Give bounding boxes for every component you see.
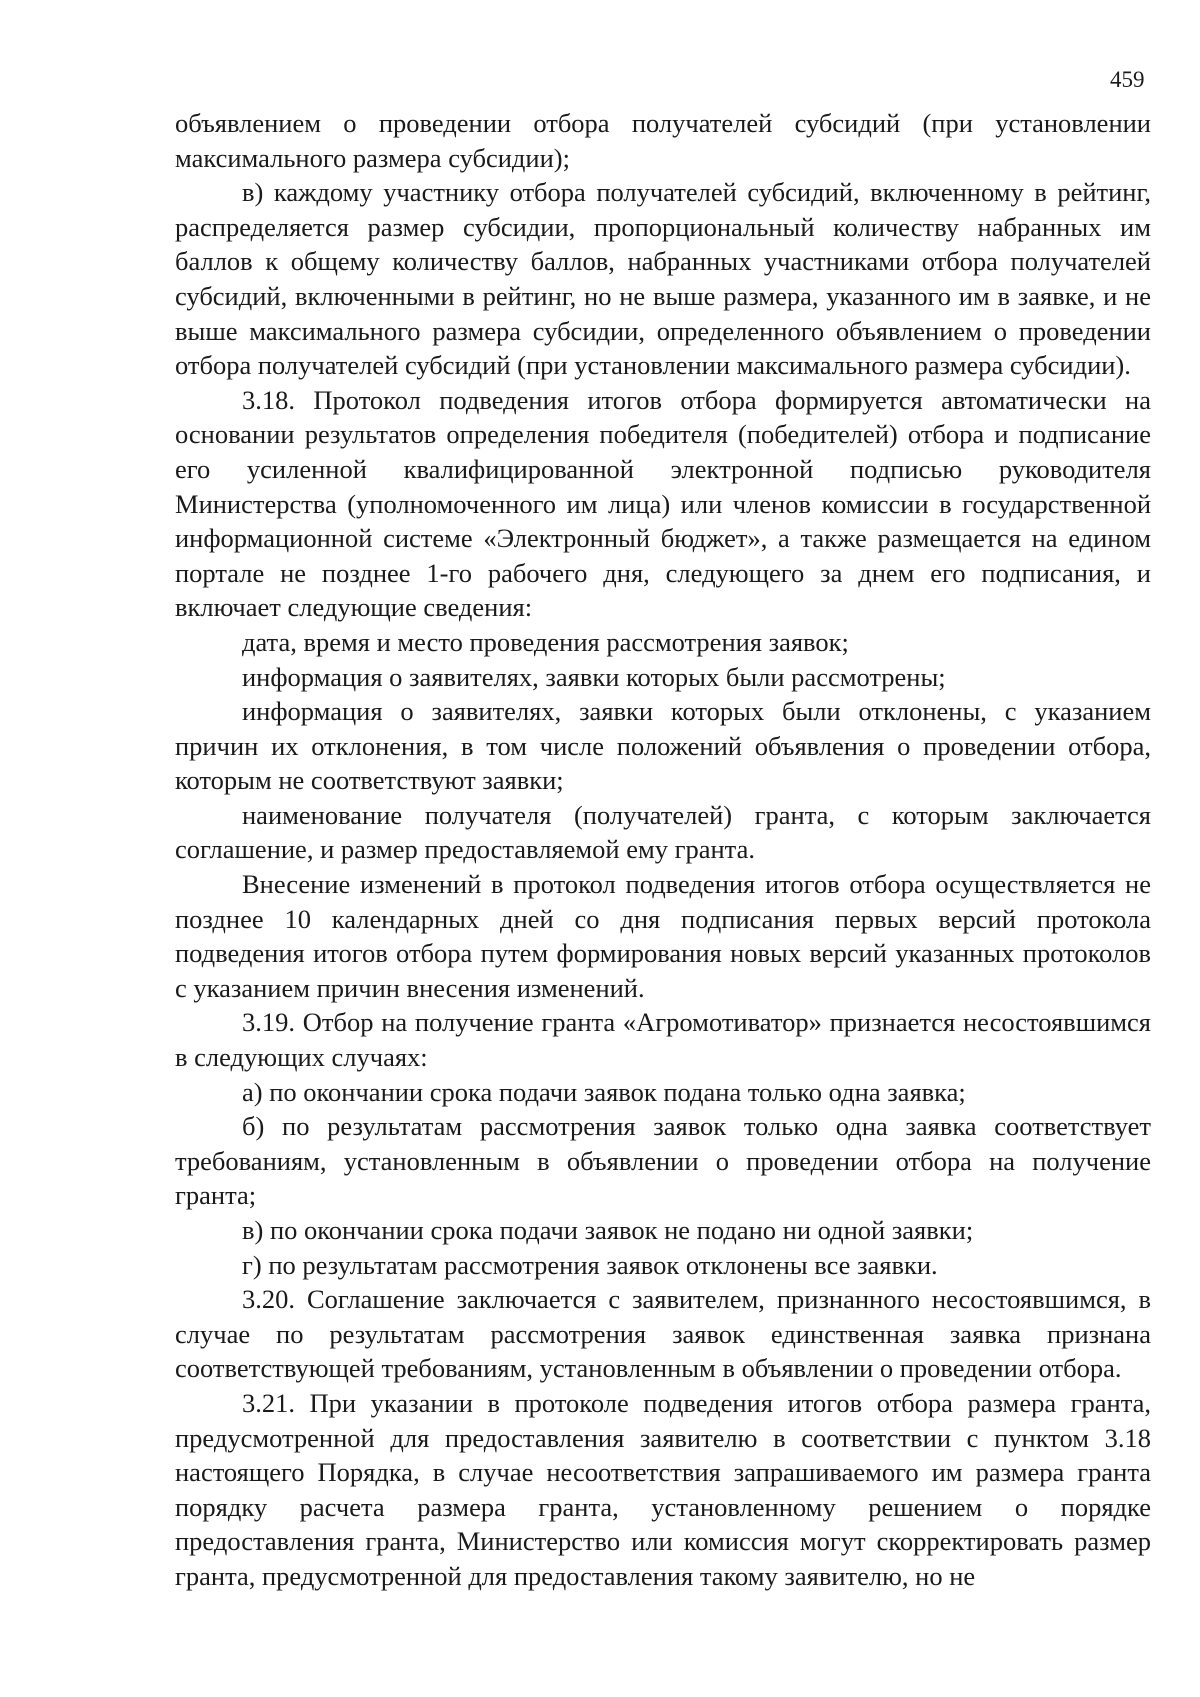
paragraph-continuation: объявлением о проведении отбора получателей субсидий (при установлении максимального размера субсидии); [175,108,1151,173]
document-body [175,106,1151,1594]
paragraph-list-item: дата, время и место проведения рассмотрения заявок; [242,626,849,657]
paragraph-item-a: а) по окончании срока подачи заявок подана только одна заявка; [242,1076,966,1107]
page-number: 459 [1110,67,1145,92]
paragraph-list-item: информация о заявителях, заявки которых были отклонены, с указанием причин их отклонения, в том числе положений объявления о проведении отбора, которым не соответствуют заявки; [175,696,1151,796]
paragraph-3-20: 3.20. Соглашение заключается с заявителем, признанного несостоявшимся, в случае по результатам рассмотрения заявок единственная заявка признана соответствующей требованиям, установленным в объявлении о проведении отбора. [175,1284,1151,1384]
paragraph-list-item: наименование получателя (получателей) гранта, с которым заключается соглашение, и размер предоставляемой ему гранта. [175,799,1151,865]
paragraph-item-b: б) по результатам рассмотрения заявок только одна заявка соответствует требованиям, установленным в объявлении о проведении отбора на получение гранта; [175,1111,1151,1211]
paragraph-list-item: информация о заявителях, заявки которых были рассмотрены; [242,661,946,692]
paragraph-item-v: в) каждому участнику отбора получателей субсидий, включенному в рейтинг, распределяется размер субсидии, пропорциональный количеству набранных им баллов к общему количеству баллов, набранных участниками отбора получателей субсидий, включенными в рейтинг, но не выше размера, указанного им в заявке, и не выше максимального размера субсидии, определенного объявлением о проведении отбора получателей субсидий (при установлении максимального размера субсидии). [175,177,1151,381]
paragraph-3-18: 3.18. Протокол подведения итогов отбора формируется автоматически на основании результатов определения победителя (победителей) отбора и подписание его усиленной квалифицированной электронной подписью руководителя Министерства (уполномоченного им лица) или членов комиссии в государственной информационной системе «Электронный бюджет», а также размещается на едином портале не позднее 1-го рабочего дня, следующего за днем его подписания, и включает следующие сведения: [175,384,1151,623]
paragraph-amendments: Внесение изменений в протокол подведения итогов отбора осуществляется не позднее 10 календарных дней со дня подписания первых версий протокола подведения итогов отбора путем формирования новых версий указанных протоколов с указанием причин внесения изменений. [175,869,1151,1003]
paragraph-item-v: в) по окончании срока подачи заявок не подано ни одной заявки; [242,1215,974,1245]
paragraph-item-g: г) по результатам рассмотрения заявок отклонены все заявки. [242,1249,938,1280]
paragraph-3-21: 3.21. При указании в протоколе подведения итогов отбора размера гранта, предусмотренной для предоставления заявителю в соответствии с пунктом 3.18 настоящего Порядка, в случае несоответствия запрашиваемого им размера гранта порядку расчета размера гранта, установленному решением о порядке предоставления гранта, Министерство или комиссия могут скорректировать размер гранта, предусмотренной для предоставления такому заявителю, но не [175,1387,1151,1591]
paragraph-3-19: 3.19. Отбор на получение гранта «Агромотиватор» признается несостоявшимся в следующих случаях: [175,1007,1151,1073]
